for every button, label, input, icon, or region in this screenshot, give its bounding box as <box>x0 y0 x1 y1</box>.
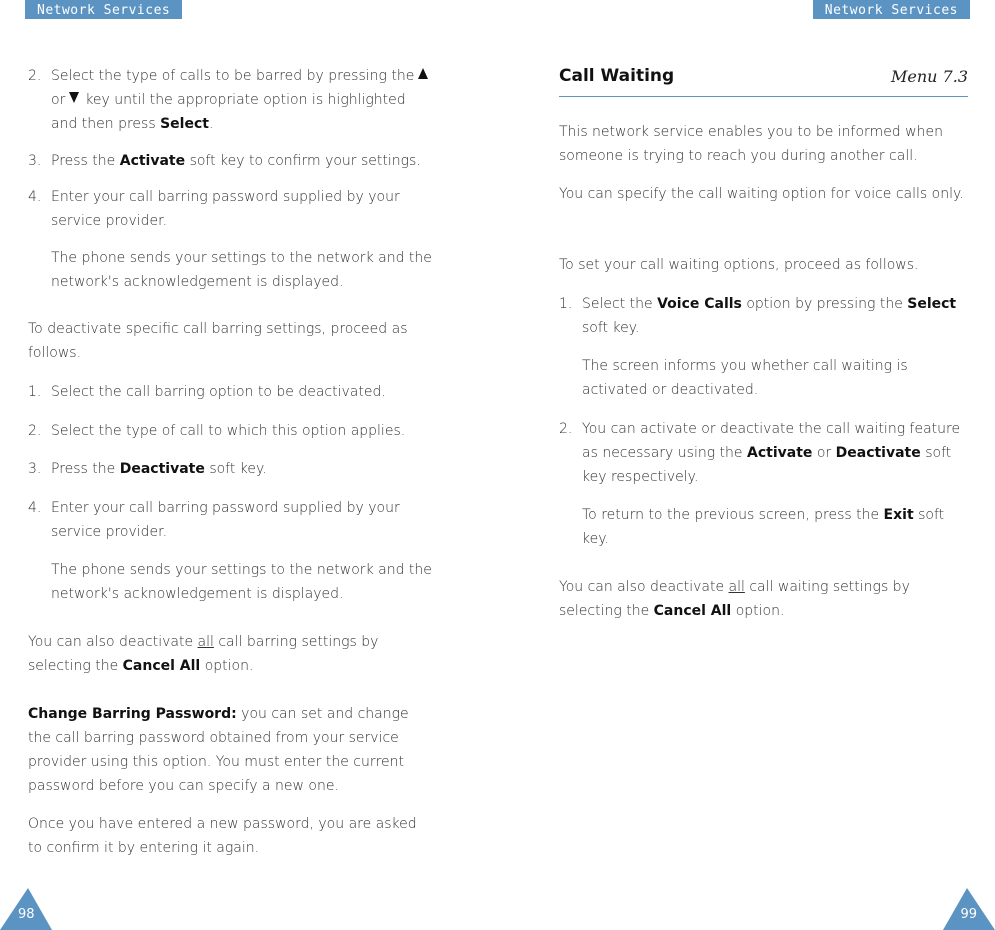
section-header <box>559 64 968 97</box>
paragraph: To deactivate specific call barring settings, proceed as follows. <box>28 321 408 361</box>
menu-reference: Menu 7.3 <box>891 67 968 86</box>
paragraph: This network service enables you to be informed when someone is trying to reach you during another call. <box>559 124 943 164</box>
note: The phone sends your settings to the network and the network's acknowledgement is displayed. <box>51 250 432 290</box>
note: The phone sends your settings to the network and the network's acknowledgement is displayed. <box>51 562 432 602</box>
header-tab-right: Network Services <box>813 0 970 19</box>
paragraph: You can also deactivate all call barring settings by selecting the Cancel All option. <box>28 634 379 674</box>
page-number-left: 98 <box>18 907 35 922</box>
paragraph: Once you have entered a new password, you are asked to confirm it by entering it again. <box>28 816 417 856</box>
page-number-right: 99 <box>960 907 977 922</box>
header-tab-left: Network Services <box>25 0 182 19</box>
page-title: Call Waiting <box>559 66 675 86</box>
note: The screen informs you whether call waiting is activated or deactivated. <box>582 358 908 398</box>
paragraph: You can also deactivate all call waiting settings by selecting the Cancel All option. <box>559 579 910 619</box>
paragraph: To set your call waiting options, proceed as follows. <box>559 257 919 273</box>
paragraph: You can specify the call waiting option for voice calls only. <box>559 186 964 202</box>
down-arrow-icon <box>69 92 79 103</box>
up-arrow-icon <box>418 68 428 79</box>
paragraph: Change Barring Password: you can set and change the call barring password obtained from your service provider using this option. You must enter the current password before you can specify a new one. <box>28 706 409 794</box>
note: To return to the previous screen, press the Exit soft key. <box>582 507 945 547</box>
